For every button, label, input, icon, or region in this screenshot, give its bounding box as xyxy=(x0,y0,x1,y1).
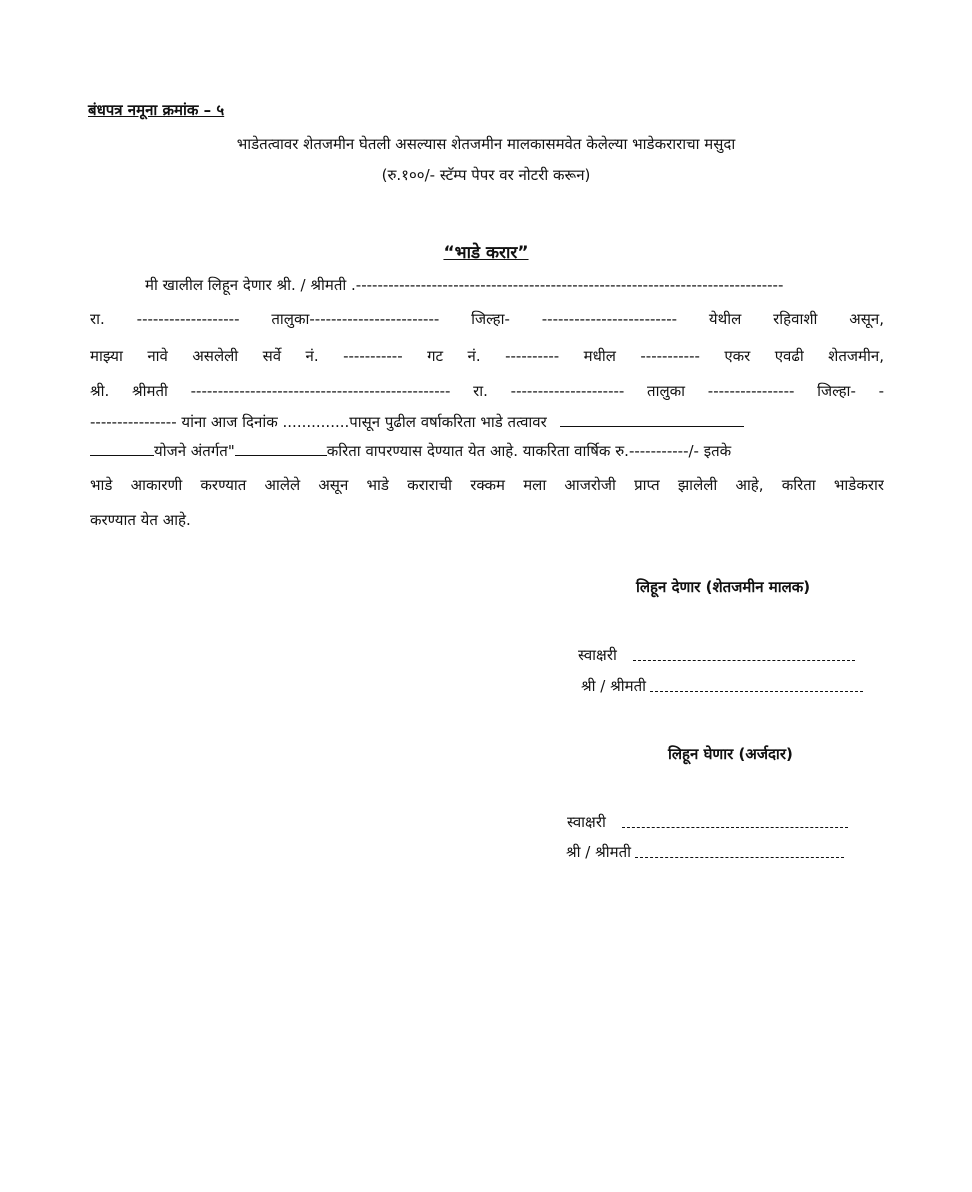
giver-name-line xyxy=(650,681,863,692)
body-line-5 xyxy=(90,411,884,433)
giver-name-row xyxy=(581,676,863,696)
body-line-6-text: करिता वापरण्यास देण्यात येत आहे. याकरिता वार्षिक रु.-----------/- इतके xyxy=(326,442,732,460)
body-line-6 xyxy=(90,440,884,462)
receiver-name-line xyxy=(635,847,844,858)
receiver-name-label: श्री / श्रीमती xyxy=(566,843,632,861)
document-heading: “भाडे करार” xyxy=(443,243,529,263)
body-line-4: श्री. श्रीमती ------------------------------------------------ रा. --------------------- तालुका ---------------- जिल्हा- - xyxy=(90,382,884,400)
giver-name-label: श्री / श्रीमती xyxy=(581,677,647,695)
body-line-2: रा. ------------------- तालुका------------------------ जिल्हा- ------------------------- येथील रहिवाशी असून, xyxy=(90,310,884,328)
body-line-8: करण्यात येत आहे. xyxy=(90,511,191,529)
scheme-name-blank xyxy=(560,411,744,427)
giver-signature-label: स्वाक्षरी xyxy=(578,646,617,664)
stamp-paper-note: (रु.१००/- स्टॅम्प पेपर वर नोटरी करून) xyxy=(381,166,591,184)
receiver-signature-row xyxy=(567,812,848,832)
form-number: बंधपत्र नमूना क्रमांक – ५ xyxy=(88,101,225,119)
scheme-blank xyxy=(90,440,154,456)
receiver-signature-line xyxy=(622,817,848,828)
body-line-5-text: ---------------- यांना आज दिनांक ..............पासून पुढील वर्षाकरिता भाडे तत्वावर xyxy=(90,413,547,431)
body-line-6-scheme: योजने अंतर्गत" xyxy=(154,442,235,460)
body-line-7: भाडे आकारणी करण्यात आलेले असून भाडे कराराची रक्कम मला आजरोजी प्राप्त झालेली आहे, करिता भाडेकरार xyxy=(90,476,884,494)
giver-signature-row xyxy=(578,645,855,665)
giver-signature-line xyxy=(633,650,855,661)
body-line-1: मी खालील लिहून देणार श्री. / श्रीमती .------------------------------------------------------------------------------- xyxy=(145,276,784,294)
purpose-blank xyxy=(235,440,327,456)
receiver-signature-label: स्वाक्षरी xyxy=(567,813,606,831)
receiver-name-row xyxy=(566,842,844,862)
giver-title: लिहून देणार (शेतजमीन मालक) xyxy=(636,578,811,596)
document-subtitle: भाडेतत्वावर शेतजमीन घेतली असल्यास शेतजमीन मालकासमवेत केलेल्या भाडेकराराचा मसुदा xyxy=(236,135,736,153)
receiver-title: लिहून घेणार (अर्जदार) xyxy=(668,745,793,763)
body-line-3: माझ्या नावे असलेली सर्वे नं. ----------- गट नं. ---------- मधील ----------- एकर एवढी शेतजमीन, xyxy=(90,347,884,365)
